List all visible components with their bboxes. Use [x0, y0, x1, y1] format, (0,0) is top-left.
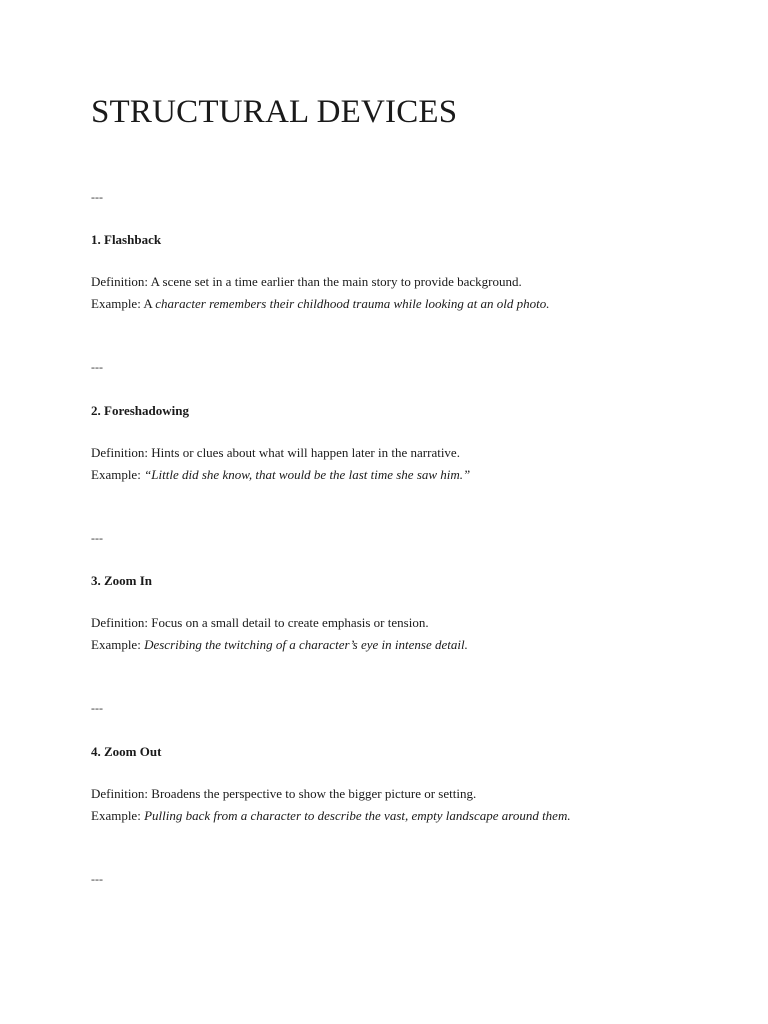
example-line	[91, 637, 468, 653]
definition-text: Focus on a small detail to create emphasis or tension.	[151, 615, 429, 630]
definition-line	[91, 615, 429, 631]
definition-label: Definition:	[91, 274, 151, 289]
example-text: Pulling back from a character to describe the vast, empty landscape around them.	[144, 808, 571, 823]
example-line	[91, 808, 571, 824]
example-label: Example:	[91, 296, 144, 311]
section-heading-zoom-out: 4. Zoom Out	[91, 744, 162, 759]
section-separator: ---	[91, 701, 103, 715]
definition-label: Definition:	[91, 786, 152, 801]
example-text: character remembers their childhood trauma while looking at an old photo.	[155, 296, 550, 311]
section-heading-zoom-in: 3. Zoom In	[91, 573, 153, 588]
section-separator: ---	[91, 190, 103, 204]
example-line	[91, 467, 470, 483]
section-separator: ---	[91, 531, 103, 545]
example-prefix: A	[143, 296, 156, 311]
definition-label: Definition:	[91, 445, 152, 460]
definition-text: Broadens the perspective to show the bigger picture or setting.	[151, 786, 477, 801]
example-text: “Little did she know, that would be the last time she saw him.”	[144, 467, 471, 482]
definition-line	[91, 445, 460, 461]
definition-line	[91, 274, 522, 290]
section-heading-flashback: 1. Flashback	[91, 232, 162, 247]
example-text: Describing the twitching of a character’s eye in intense detail.	[144, 637, 468, 652]
example-label: Example:	[91, 808, 145, 823]
definition-text: A scene set in a time earlier than the main story to provide background.	[150, 274, 522, 289]
definition-text: Hints or clues about what will happen later in the narrative.	[151, 445, 460, 460]
example-label: Example:	[91, 637, 145, 652]
page-title: STRUCTURAL DEVICES	[91, 94, 458, 130]
section-separator: ---	[91, 360, 103, 374]
example-label: Example:	[91, 467, 145, 482]
section-separator: ---	[91, 872, 103, 886]
example-line	[91, 296, 549, 312]
definition-line	[91, 786, 476, 802]
section-heading-foreshadowing: 2. Foreshadowing	[91, 403, 189, 418]
definition-label: Definition:	[91, 615, 152, 630]
